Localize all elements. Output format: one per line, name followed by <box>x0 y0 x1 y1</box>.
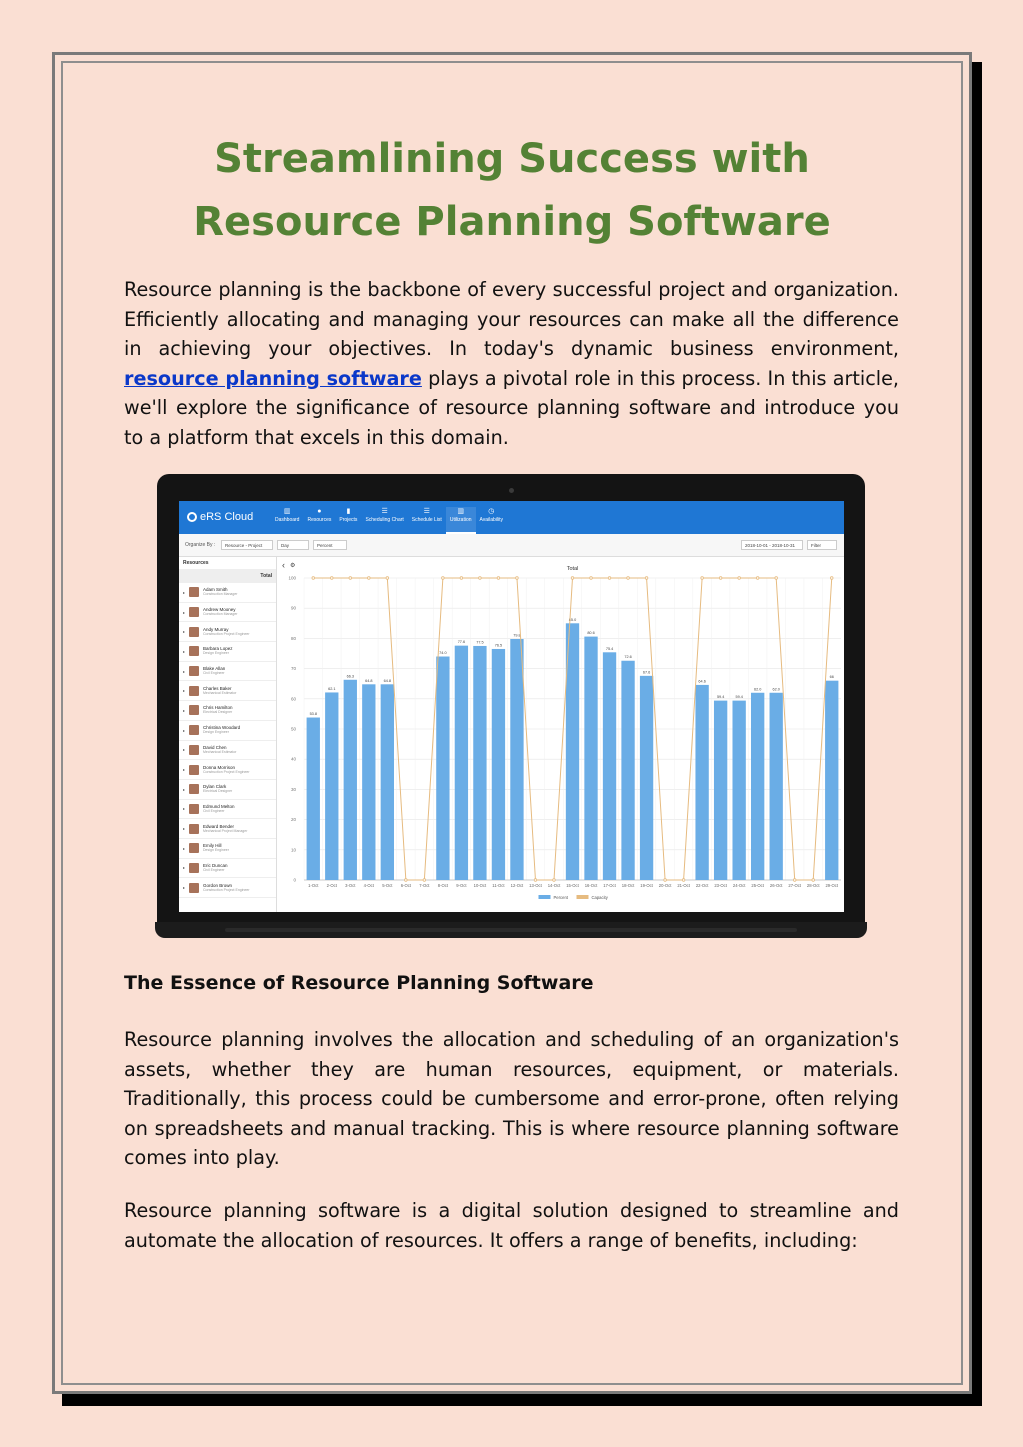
resource-name: Edmund Melton <box>203 803 235 809</box>
collapse-arrow-icon: ‹ <box>282 560 285 570</box>
bar[interactable] <box>307 718 320 880</box>
x-tick-label: 16-Oct <box>584 883 598 888</box>
expand-caret-icon[interactable]: ▸ <box>182 826 185 832</box>
nav-schedule-list[interactable]: ☰ Schedule List <box>411 508 442 523</box>
resource-name: Emily Hill <box>203 843 222 849</box>
expand-caret-icon[interactable]: ▸ <box>182 845 185 851</box>
bar-chart-icon: ▥ <box>283 508 291 515</box>
resource-row[interactable] <box>179 741 276 761</box>
resource-role: Electrical Designer <box>203 789 233 794</box>
body-paragraph-2: Resource planning software is a digital solution designed to streamline and automate the allocation of resources. It offers a range of benefits, including: <box>124 1199 899 1252</box>
data-label: 77.5 <box>476 640 484 645</box>
capacity-point[interactable] <box>793 879 796 882</box>
resource-role: Design Engineer <box>203 730 229 735</box>
capacity-point[interactable] <box>645 577 648 580</box>
data-label: 53.8 <box>309 712 317 717</box>
bar[interactable] <box>695 685 708 880</box>
y-tick-label: 80 <box>290 635 296 641</box>
data-label: 77.6 <box>457 640 466 645</box>
expand-caret-icon[interactable]: ▸ <box>182 747 185 753</box>
resource-row[interactable] <box>179 622 276 642</box>
resource-row[interactable] <box>179 721 276 741</box>
nav-availability[interactable]: ◷ Availability <box>479 508 504 523</box>
y-tick-label: 0 <box>293 877 296 883</box>
resource-row[interactable] <box>179 819 276 839</box>
capacity-point[interactable] <box>479 577 482 580</box>
avatar <box>189 725 199 735</box>
bar[interactable] <box>584 637 597 880</box>
resource-role: Construction Project Engineer <box>203 631 250 636</box>
bar[interactable] <box>510 639 523 880</box>
expand-caret-icon[interactable]: ▸ <box>182 707 185 713</box>
capacity-point[interactable] <box>608 577 611 580</box>
bar[interactable] <box>381 684 394 880</box>
x-tick-label: 4-Oct <box>363 883 374 888</box>
list-icon: ☰ <box>381 508 388 515</box>
capacity-point[interactable] <box>312 577 315 580</box>
expand-caret-icon[interactable]: ▸ <box>182 865 185 871</box>
resource-row[interactable] <box>179 681 276 701</box>
bar[interactable] <box>640 676 653 880</box>
camera-icon <box>509 488 514 493</box>
avatar <box>189 843 199 853</box>
capacity-point[interactable] <box>349 577 352 580</box>
nav-resources[interactable]: ● Resources <box>307 508 332 523</box>
capacity-point[interactable] <box>553 879 556 882</box>
bar[interactable] <box>714 701 727 880</box>
organize-by-select[interactable]: Resource - Project <box>221 540 273 550</box>
resource-name: Charles Baker <box>203 685 232 691</box>
resource-name: Gordon Brown <box>203 882 233 888</box>
bar[interactable] <box>603 652 616 880</box>
resource-role: Construction Project Engineer <box>203 887 250 892</box>
x-tick-label: 28-Oct <box>806 883 820 888</box>
capacity-point[interactable] <box>664 879 667 882</box>
y-tick-label: 10 <box>290 847 296 853</box>
bar[interactable] <box>344 680 357 880</box>
data-label: 62.0 <box>753 687 762 692</box>
avatar <box>189 587 199 597</box>
laptop-screenshot <box>157 474 865 948</box>
bar-chart-icon: ▥ <box>457 508 464 515</box>
chart-title: Total <box>566 566 579 572</box>
bar[interactable] <box>473 646 486 880</box>
capacity-point[interactable] <box>719 577 722 580</box>
expand-caret-icon[interactable]: ▸ <box>182 668 185 674</box>
resource-row[interactable] <box>179 642 276 662</box>
legend-swatch-capacity <box>577 895 589 899</box>
x-tick-label: 6-Oct <box>400 883 411 888</box>
resource-row[interactable] <box>179 603 276 623</box>
bar[interactable] <box>455 646 468 880</box>
resource-row[interactable] <box>179 760 276 780</box>
x-tick-label: 2-Oct <box>326 883 337 888</box>
capacity-point[interactable] <box>405 879 408 882</box>
capacity-point[interactable] <box>386 577 389 580</box>
capacity-point[interactable] <box>627 577 630 580</box>
resource-name: Chris Hamilton <box>203 705 233 711</box>
data-label: 79.8 <box>513 633 521 638</box>
data-label: 66 <box>829 675 834 680</box>
expand-caret-icon[interactable]: ▸ <box>182 885 185 891</box>
sidebar-header: Resources <box>183 560 209 566</box>
y-tick-label: 30 <box>290 786 296 792</box>
resource-row[interactable] <box>179 859 276 879</box>
x-tick-label: 8-Oct <box>437 883 449 888</box>
resource-role: Design Engineer <box>203 848 229 853</box>
resource-name: Andrew Mooney <box>203 607 236 613</box>
avatar <box>189 765 199 775</box>
data-label: 62.0 <box>772 687 780 692</box>
avatar <box>189 824 199 834</box>
bar[interactable] <box>436 657 449 880</box>
x-tick-label: 19-Oct <box>640 883 653 888</box>
expand-caret-icon[interactable]: ▸ <box>182 629 185 635</box>
data-label: 76.5 <box>494 643 503 648</box>
resource-name: Donna Morrison <box>203 764 236 770</box>
document-icon: ▮ <box>346 508 351 515</box>
capacity-point[interactable] <box>701 577 704 580</box>
expand-caret-icon[interactable]: ▸ <box>182 767 185 773</box>
x-tick-label: 15-Oct <box>566 883 579 888</box>
resource-name: Andy Murray <box>203 626 229 632</box>
resource-name: Adam Smith <box>203 587 228 593</box>
bar[interactable] <box>770 693 783 880</box>
legend-label-percent: Percent <box>553 895 568 900</box>
capacity-point[interactable] <box>756 577 759 580</box>
avatar <box>189 627 199 637</box>
expand-caret-icon[interactable]: ▸ <box>182 806 185 812</box>
app-screen <box>179 501 844 912</box>
resource-role: Civil Engineer <box>203 867 225 872</box>
x-tick-label: 14-Oct <box>547 883 561 888</box>
expand-caret-icon[interactable]: ▸ <box>182 609 185 615</box>
capacity-point[interactable] <box>516 577 519 580</box>
bar[interactable] <box>751 693 764 880</box>
organize-by-label: Organize By : <box>185 542 216 548</box>
avatar <box>189 784 199 794</box>
logo-icon <box>187 512 197 522</box>
x-tick-label: 22-Oct <box>695 883 709 888</box>
data-label: 59.4 <box>716 695 725 700</box>
legend-label-capacity: Capacity <box>591 895 608 900</box>
data-label: 75.4 <box>605 646 614 651</box>
capacity-point[interactable] <box>423 879 426 882</box>
resource-name: Christina Woodard <box>203 725 241 731</box>
date-range-input[interactable]: 2018-10-01 - 2018-10-31 <box>741 540 803 550</box>
data-label: 74.0 <box>439 651 447 656</box>
x-tick-label: 12-Oct <box>510 883 524 888</box>
capacity-point[interactable] <box>682 879 685 882</box>
section-heading: The Essence of Resource Planning Software <box>124 972 594 994</box>
expand-caret-icon[interactable]: ▸ <box>182 648 185 654</box>
resource-planning-software-link[interactable]: resource planning software <box>124 366 422 390</box>
settings-icon: ⚙ <box>290 563 296 569</box>
capacity-point[interactable] <box>830 577 833 580</box>
x-tick-label: 3-Oct <box>345 883 356 888</box>
avatar <box>189 863 199 873</box>
resource-name: Barbara Lopez <box>203 646 233 652</box>
capacity-point[interactable] <box>775 577 778 580</box>
expand-caret-icon[interactable]: ▸ <box>182 727 185 733</box>
bar[interactable] <box>492 649 505 880</box>
capacity-point[interactable] <box>442 577 445 580</box>
resource-row[interactable] <box>179 878 276 898</box>
avatar <box>189 607 199 617</box>
x-tick-label: 21-Oct <box>677 883 690 888</box>
data-label: 80.6 <box>587 631 595 636</box>
data-label: 64.8 <box>383 678 392 683</box>
sidebar-total-row: Total <box>179 569 276 583</box>
filter-button[interactable]: Filter <box>807 540 837 550</box>
expand-caret-icon[interactable]: ▸ <box>182 688 185 694</box>
x-tick-label: 24-Oct <box>732 883 746 888</box>
document-title: Streamlining Success with Resource Planning Software <box>193 136 831 245</box>
avatar <box>189 745 199 755</box>
x-tick-label: 1-Oct <box>308 883 319 888</box>
main-nav <box>271 507 507 534</box>
resource-row[interactable] <box>179 800 276 820</box>
list-icon: ☰ <box>423 508 430 515</box>
data-label: 66.3 <box>346 674 354 679</box>
nav-dashboard[interactable]: ▥ Dashboard <box>275 508 300 523</box>
data-label: 64.8 <box>365 678 373 683</box>
x-tick-label: 29-Oct <box>825 883 839 888</box>
bar[interactable] <box>325 692 338 880</box>
y-tick-label: 60 <box>290 696 296 702</box>
resource-role: Civil Engineer <box>203 808 225 813</box>
resource-name: Eric Duncan <box>203 862 228 868</box>
capacity-point[interactable] <box>590 577 593 580</box>
resource-row[interactable] <box>179 839 276 859</box>
data-label: 67.6 <box>642 670 651 675</box>
nav-scheduling-chart[interactable]: ☰ Scheduling Chart <box>365 508 404 523</box>
expand-caret-icon[interactable]: ▸ <box>182 786 185 792</box>
resource-role: Construction Manager <box>203 612 238 617</box>
capacity-point[interactable] <box>497 577 500 580</box>
y-tick-label: 70 <box>290 666 296 672</box>
intro-paragraph: Resource planning is the backbone of every successful project and organization. Efficiently allocating and managing your resources can make all the difference in achieving your objectives. In today's dynamic business environment, resource planning software plays a pivotal role in this process. In this article, we'll explore the significance of resource planning software and introduce you to a platform that excels in this domain. <box>124 278 899 449</box>
x-tick-label: 9-Oct <box>456 883 467 888</box>
x-tick-label: 5-Oct <box>382 883 393 888</box>
x-tick-label: 27-Oct <box>788 883 801 888</box>
unit-select[interactable]: Percent <box>313 540 347 550</box>
resource-name: Blake Allan <box>203 666 226 672</box>
data-label: 59.4 <box>735 695 743 700</box>
resource-role: Construction Manager <box>203 592 238 597</box>
resource-row[interactable] <box>179 662 276 682</box>
capacity-point[interactable] <box>368 577 371 580</box>
avatar <box>189 804 199 814</box>
avatar <box>189 705 199 715</box>
app-top-bar <box>179 501 844 534</box>
resource-role: Design Engineer <box>203 651 229 656</box>
resource-role: Mechanical Estimator <box>203 690 237 695</box>
x-tick-label: 11-Oct <box>492 883 505 888</box>
bar[interactable] <box>825 681 838 880</box>
y-tick-label: 40 <box>290 756 296 762</box>
y-tick-label: 90 <box>290 605 296 611</box>
x-tick-label: 20-Oct <box>658 883 672 888</box>
app-toolbar <box>179 534 844 557</box>
avatar <box>189 666 199 676</box>
legend-swatch-percent <box>539 895 551 899</box>
resource-row[interactable] <box>179 780 276 800</box>
resource-role: Electrical Designer <box>203 710 233 715</box>
resource-name: David Chen <box>203 744 227 750</box>
x-tick-label: 10-Oct <box>473 883 487 888</box>
avatar <box>189 883 199 893</box>
y-tick-label: 100 <box>288 575 296 581</box>
y-tick-label: 50 <box>290 726 296 732</box>
data-label: 85.0 <box>568 617 577 622</box>
x-tick-label: 17-Oct <box>603 883 616 888</box>
capacity-point[interactable] <box>330 577 333 580</box>
resource-name: Dylan Clark <box>203 784 227 790</box>
resource-role: Mechanical Project Manager <box>203 828 248 833</box>
data-label: 72.6 <box>624 655 632 660</box>
x-tick-label: 25-Oct <box>751 883 764 888</box>
expand-caret-icon[interactable]: ▸ <box>182 589 185 595</box>
resource-row[interactable] <box>179 701 276 721</box>
clock-icon: ◷ <box>488 508 495 515</box>
bar[interactable] <box>362 684 375 880</box>
resource-role: Mechanical Estimator <box>203 749 237 754</box>
capacity-point[interactable] <box>571 577 574 580</box>
nav-utilization[interactable]: ▥ Utilization <box>446 507 476 534</box>
y-tick-label: 20 <box>290 817 296 823</box>
avatar <box>189 646 199 656</box>
data-label: 64.6 <box>698 679 706 684</box>
x-tick-label: 23-Oct <box>714 883 727 888</box>
avatar <box>189 686 199 696</box>
bar[interactable] <box>621 661 634 880</box>
x-tick-label: 7-Oct <box>419 883 430 888</box>
resource-role: Construction Project Engineer <box>203 769 250 774</box>
body-paragraph-1: Resource planning involves the allocation and scheduling of an organization's assets, whether they are human resources, equipment, or materials. Traditionally, this process could be cumbersome and error-prone, often relying on spreadsheets and manual tracking. This is where resource planning software comes into play. <box>124 1028 899 1169</box>
laptop-base <box>155 922 867 938</box>
bar[interactable] <box>732 701 745 880</box>
nav-projects[interactable]: ▮ Projects <box>339 508 358 523</box>
resource-role: Civil Engineer <box>203 671 225 676</box>
capacity-point[interactable] <box>534 879 537 882</box>
capacity-point[interactable] <box>460 577 463 580</box>
resource-name: Edward Bender <box>203 823 235 829</box>
resources-sidebar <box>179 557 277 912</box>
x-tick-label: 13-Oct <box>529 883 542 888</box>
utilization-chart <box>276 557 844 912</box>
capacity-point[interactable] <box>738 577 741 580</box>
data-label: 62.1 <box>328 686 336 691</box>
app-logo[interactable]: eRS Cloud <box>187 511 253 523</box>
x-tick-label: 26-Oct <box>769 883 783 888</box>
resource-row[interactable] <box>179 583 276 603</box>
period-select[interactable]: Day <box>277 540 309 550</box>
capacity-point[interactable] <box>812 879 815 882</box>
user-icon: ● <box>317 508 322 515</box>
x-tick-label: 18-Oct <box>621 883 635 888</box>
